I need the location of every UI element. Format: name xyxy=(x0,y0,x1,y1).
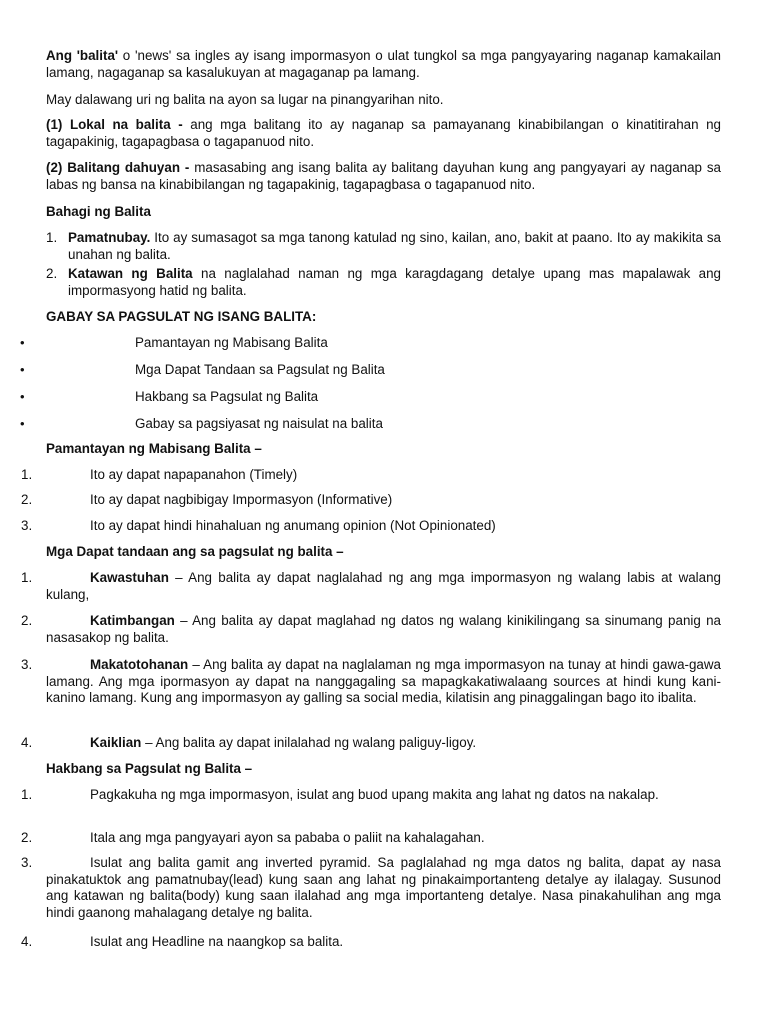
intro-paragraph xyxy=(46,48,721,81)
tandaan-item-3 xyxy=(46,657,721,707)
foreign-news-definition: masasabing ang isang balita ay balitang dayuhan kung ang pangyayari ay naganap sa labas ng bansa na kinabibilangan ng tagapakinig, tagapagbasa o tagapanuod nito. xyxy=(46,160,722,192)
bahagi-text-1: Ito ay sumasagot sa mga tanong katulad ng sino, kailan, ano, bakit at paano. Ito ay makikita sa unahan ng balita. xyxy=(68,230,721,262)
pamantayan-number-2: 2. xyxy=(21,492,33,507)
tandaan-term-3: Makatotohanan xyxy=(90,657,189,672)
bahagi-text-2: na naglalahad naman ng mga karagdagang detalye upang mas mapalawak ang impormasyong hatid ng balita. xyxy=(68,266,721,298)
bullet-2: • xyxy=(20,362,25,377)
intro-term: Ang 'balita' xyxy=(46,48,119,63)
tandaan-number-1: 1. xyxy=(21,570,33,585)
bahagi-term-1: Pamatnubay. xyxy=(68,230,151,245)
tandaan-item-1 xyxy=(46,570,721,603)
tandaan-number-2: 2. xyxy=(21,613,33,628)
bahagi-heading: Bahagi ng Balita xyxy=(46,204,151,219)
hakbang-item-1 xyxy=(46,787,721,804)
bahagi-item-1 xyxy=(68,230,721,263)
bullet-4: • xyxy=(20,416,25,431)
bahagi-item-2 xyxy=(68,266,721,299)
hakbang-item-4 xyxy=(46,934,721,951)
hakbang-text-4: Isulat ang Headline na naangkop sa balita. xyxy=(90,934,344,949)
bullet-1: • xyxy=(20,335,25,350)
pamantayan-item-2: Ito ay dapat nagbibigay Impormasyon (Informative) xyxy=(90,492,393,507)
local-news-definition: ang mga balitang ito ay naganap sa pamayanang kinabibilangan o kinatitirahan ng tagapakinig, tagapagbasa o tagapanuod nito. xyxy=(46,117,721,149)
pamantayan-number-1: 1. xyxy=(21,467,33,482)
types-intro: May dalawang uri ng balita na ayon sa lugar na pinangyarihan nito. xyxy=(46,92,444,107)
hakbang-item-2 xyxy=(46,830,721,847)
local-news-term: (1) Lokal na balita - xyxy=(46,117,183,132)
tandaan-text-3: – Ang balita ay dapat na naglalaman ng mga impormasyon na tunay at hindi gawa-gawa lamang. Ang mga ipormasyon ay dapat na nanggagaling sa mapagkakatiwalaang sources at hindi kung kani-kanino lamang. Kung ang impormasyon ay galling sa social media, kilatisin ang pinaggalingan bago ito ibalita. xyxy=(46,657,721,705)
pamantayan-item-1: Ito ay dapat napapanahon (Timely) xyxy=(90,467,298,482)
foreign-news-paragraph xyxy=(46,160,721,193)
tandaan-term-2: Katimbangan xyxy=(90,613,175,628)
gabay-item-2: Mga Dapat Tandaan sa Pagsulat ng Balita xyxy=(135,362,385,377)
foreign-news-term: (2) Balitang dahuyan - xyxy=(46,160,190,175)
hakbang-heading: Hakbang sa Pagsulat ng Balita – xyxy=(46,761,253,776)
tandaan-text-2: – Ang balita ay dapat maglahad ng datos ng walang kinikilingang sa sinumang panig na nasasakop ng balita. xyxy=(46,613,721,645)
hakbang-number-4: 4. xyxy=(21,934,33,949)
tandaan-item-4 xyxy=(46,735,721,752)
gabay-heading: GABAY SA PAGSULAT NG ISANG BALITA: xyxy=(46,309,317,324)
pamantayan-heading: Pamantayan ng Mabisang Balita – xyxy=(46,441,262,456)
hakbang-number-2: 2. xyxy=(21,830,33,845)
tandaan-term-4: Kaiklian xyxy=(90,735,142,750)
bahagi-term-2: Katawan ng Balita xyxy=(68,266,193,281)
local-news-paragraph xyxy=(46,117,721,150)
hakbang-text-3: Isulat ang balita gamit ang inverted pyramid. Sa paglalahad ng mga datos ng balita, dapat ay nasa pinakatuktok ang pamatnubay(lead) kung saan ang lahat ng pinakaimportanteng detalye ay ilalagay. Susunod ang katawan ng balita(body) kung saan ilalahad ang mga importanteng detalye. Nasa pinakahulihan ang mga hindi gaanong mahalagang detalye ng balita. xyxy=(46,855,721,920)
hakbang-item-3 xyxy=(46,855,721,921)
bullet-3: • xyxy=(20,389,25,404)
tandaan-text-1: – Ang balita ay dapat naglalahad ng ang mga impormasyon ng walang labis at walang kulang, xyxy=(46,570,721,602)
tandaan-text-4: – Ang balita ay dapat inilalahad ng walang paliguy-ligoy. xyxy=(141,735,477,750)
gabay-item-1: Pamantayan ng Mabisang Balita xyxy=(135,335,328,350)
pamantayan-number-3: 3. xyxy=(21,518,33,533)
tandaan-number-4: 4. xyxy=(21,735,33,750)
tandaan-term-1: Kawastuhan xyxy=(90,570,169,585)
gabay-item-3: Hakbang sa Pagsulat ng Balita xyxy=(135,389,319,404)
bahagi-number-1: 1. xyxy=(46,230,58,245)
tandaan-item-2 xyxy=(46,613,721,646)
hakbang-text-2: Itala ang mga pangyayari ayon sa pababa o paliit na kahalagahan. xyxy=(90,830,485,845)
hakbang-number-1: 1. xyxy=(21,787,33,802)
gabay-item-4: Gabay sa pagsiyasat ng naisulat na balita xyxy=(135,416,383,431)
tandaan-number-3: 3. xyxy=(21,657,33,672)
hakbang-number-3: 3. xyxy=(21,855,33,870)
tandaan-heading: Mga Dapat tandaan ang sa pagsulat ng balita – xyxy=(46,544,344,559)
intro-definition: o 'news' sa ingles ay isang impormasyon o ulat tungkol sa mga pangyayaring naganap kamakailan lamang, nagaganap sa kasalukuyan at magaganap pa lamang. xyxy=(46,48,722,80)
hakbang-text-1: Pagkakuha ng mga impormasyon, isulat ang buod upang makita ang lahat ng datos na nakalap. xyxy=(90,787,659,802)
bahagi-number-2: 2. xyxy=(46,266,58,281)
pamantayan-item-3: Ito ay dapat hindi hinahaluan ng anumang opinion (Not Opinionated) xyxy=(90,518,496,533)
